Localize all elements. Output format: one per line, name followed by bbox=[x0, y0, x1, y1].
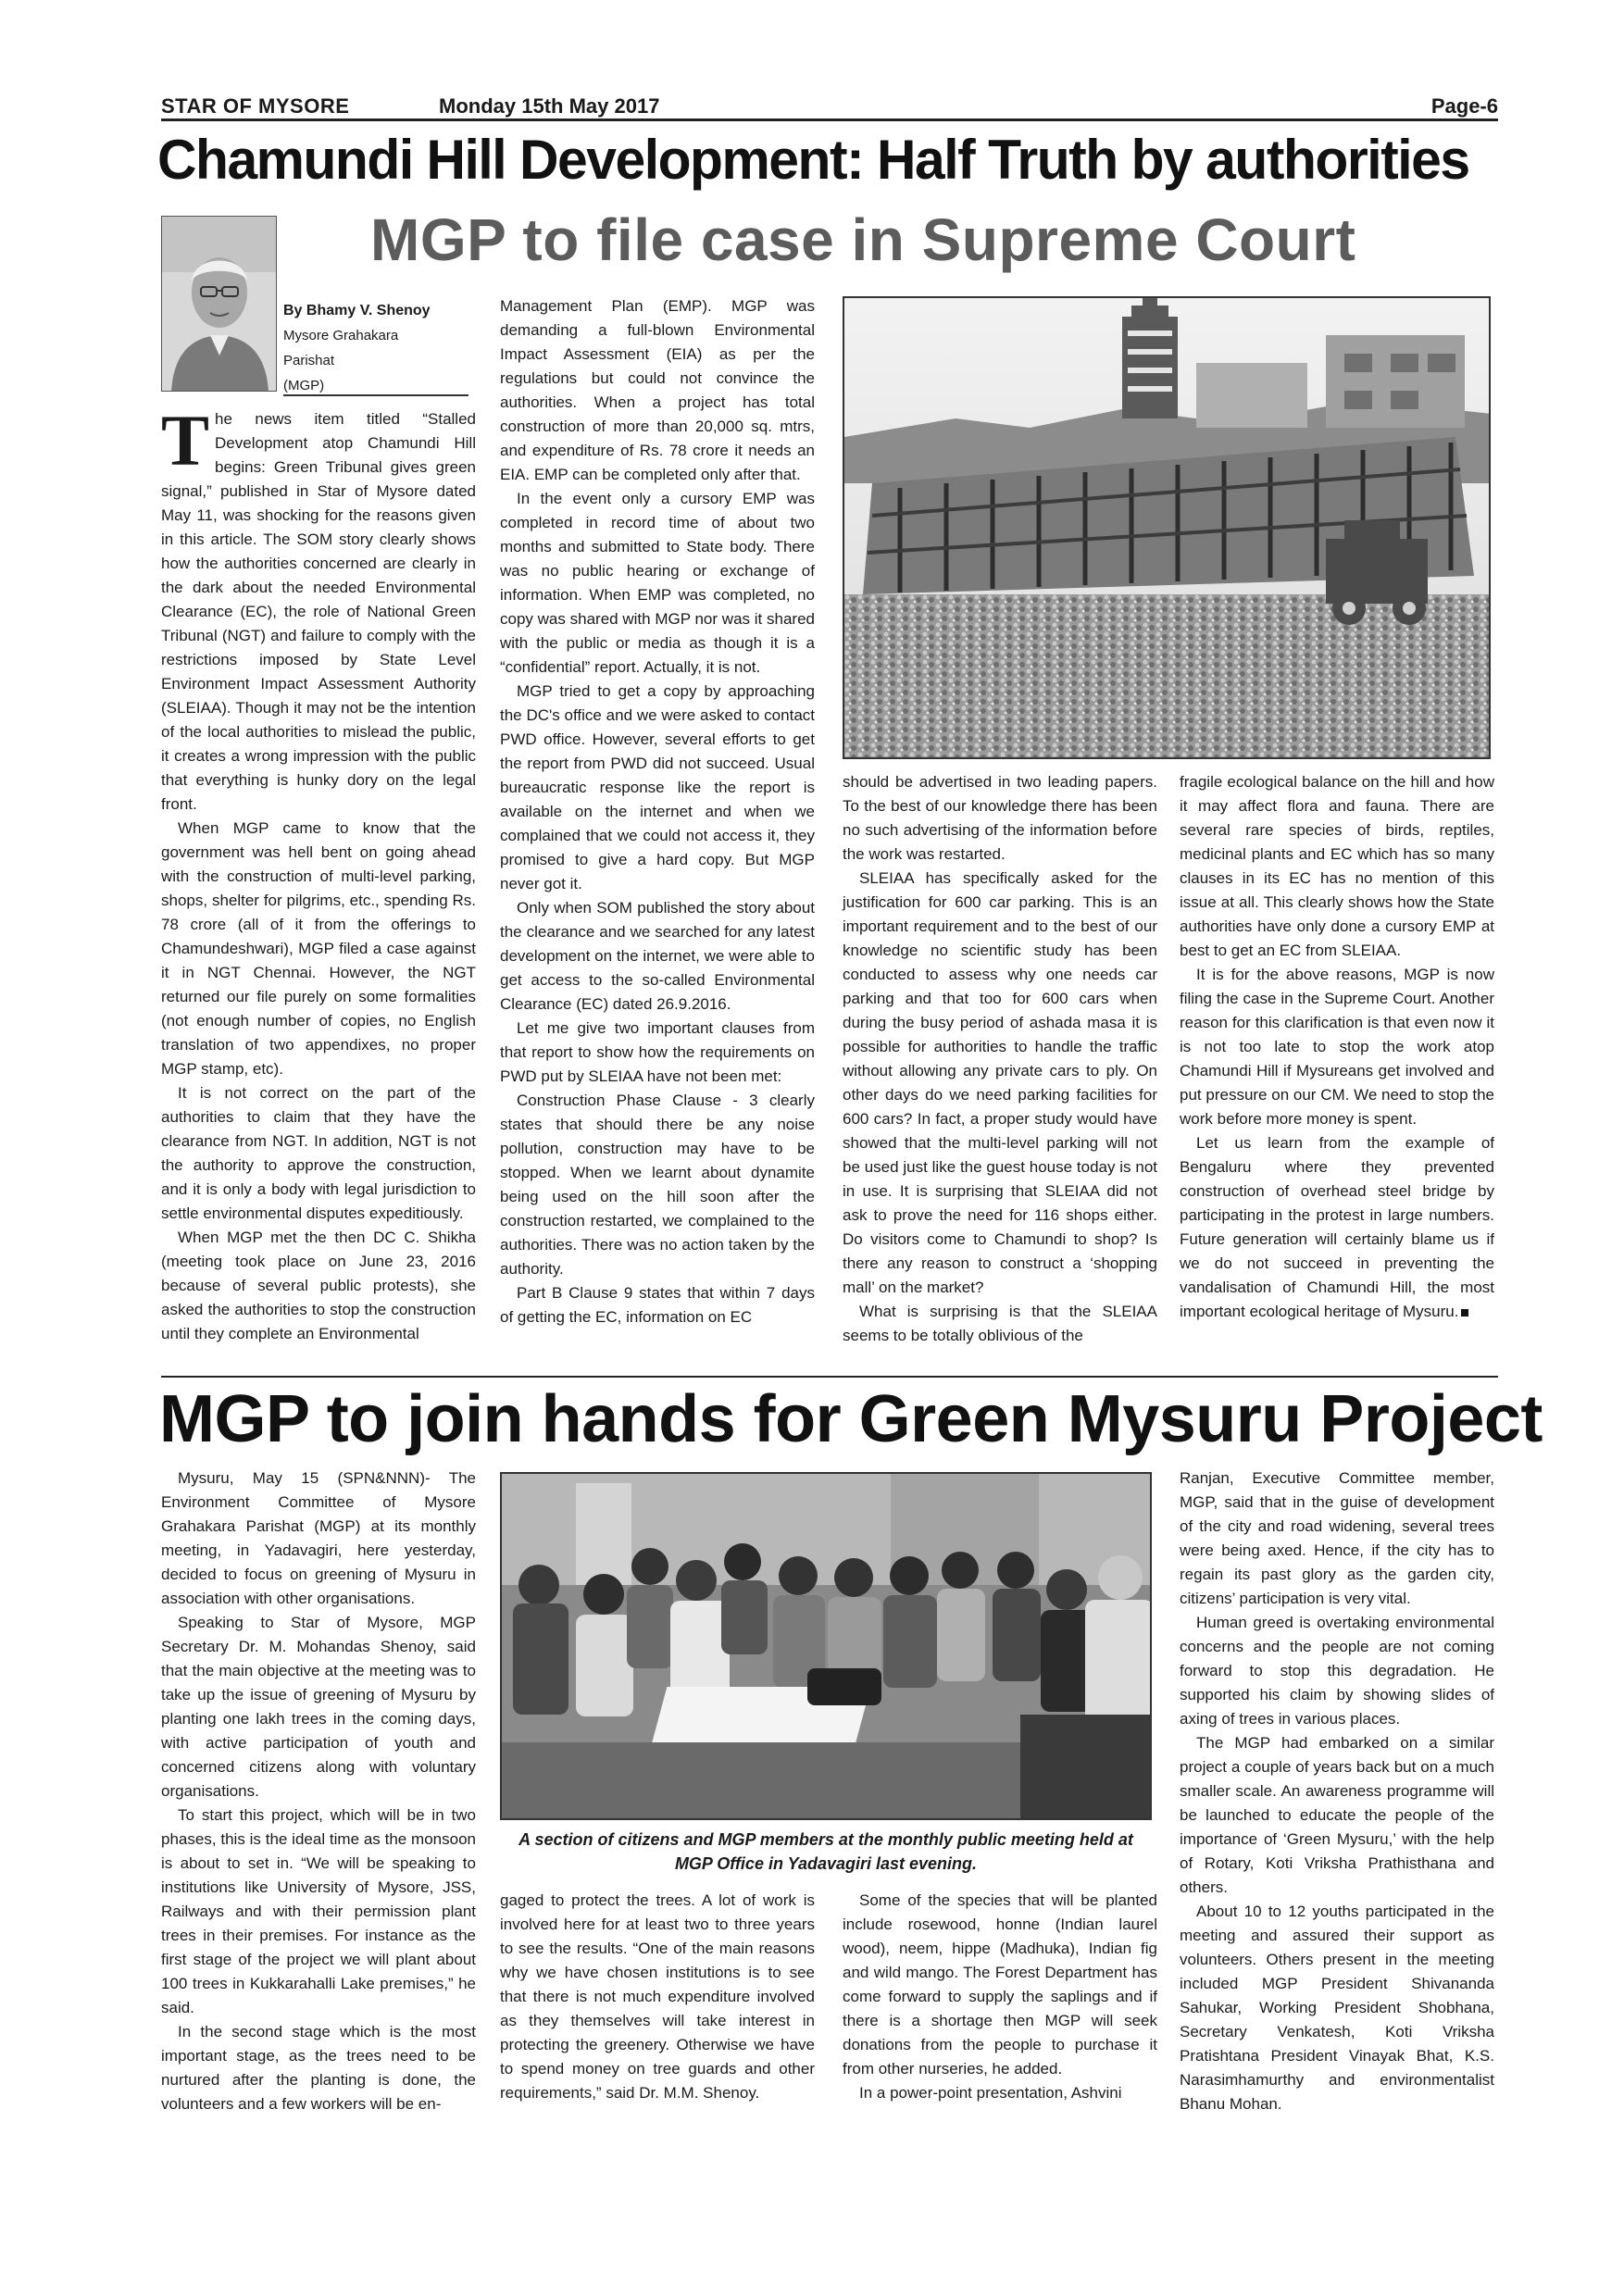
paragraph: Some of the species that will be planted include rosewood, honne (Indian laurel wood), neem, hippe (Madhuka), Indian fig and wild mango. The Forest Department has come forward to supply the saplings and if there is a shortage then MGP will seek donations from the people to purchase it from other nurseries, he added. bbox=[843, 1891, 1157, 2078]
masthead-rule bbox=[161, 119, 1498, 121]
article1-column-1 bbox=[161, 400, 476, 1346]
paper-name: STAR OF MYSORE bbox=[161, 94, 350, 118]
paragraph: To start this project, which will be in two phases, this is the ideal time as the monsoon is about to set in. “We will be speaking to institutions like University of Mysore, JSS, Railways and with their permission plant trees in their premises. For instance as the first stage of the project we will plant about 100 trees in Kukkarahalli Lake premises,” he said. bbox=[161, 1806, 476, 2016]
paragraph: When MGP came to know that the government was hell bent on going ahead with the construction of multi-level parking, shops, shelter for pilgrims, etc., spending Rs. 78 crore (all of it from the offerings to Chamundeshwari), MGP filed a case against it in NGT Chennai. However, the NGT returned our file purely on some formalities (not enough number of copies, no English translation of two appendixes, no proper MGP stamp, etc). bbox=[161, 819, 476, 1078]
article2-column-4 bbox=[1180, 1466, 1494, 2116]
article1-headline: Chamundi Hill Development: Half Truth by authorities bbox=[157, 129, 1469, 191]
construction-site-image bbox=[844, 298, 1491, 759]
paragraph: gaged to protect the trees. A lot of work is involved here for at least two to three years to see the results. “One of the main reasons why we have chosen institutions is to see that there is not much expenditure involved as they themselves will take interest in protecting the greenery. Otherwise we have to spend money on tree guards and other requirements,” said Dr. M.M. Shenoy. bbox=[500, 1891, 815, 2102]
paragraph: The MGP had embarked on a similar project a couple of years back but on a much smaller scale. An awareness programme will be launched to educate the people of the importance of ‘Green Mysuru,’ with the help of Rotary, Koti Vriksha Prathisthana and others. bbox=[1180, 1734, 1494, 1896]
construction-photo bbox=[843, 296, 1491, 759]
paragraph bbox=[1180, 1131, 1494, 1324]
page-number: Page-6 bbox=[1430, 94, 1498, 118]
paragraph: It is not correct on the part of the authorities to claim that they have the clearance from NGT. In addition, NGT is not the authority to approve the construction, and it is only a body with legal jurisdiction to settle environmental disputes expeditiously. bbox=[161, 1084, 476, 1222]
paragraph: Management Plan (EMP). MGP was demanding a full-blown Environmental Impact Assessment (EIA) as per the regulations but could not convince the authorities. When a project has total construction of more than 20,000 sq. mtrs, and expenditure of Rs. 78 crore it needs an EIA. EMP can be completed only after that. bbox=[500, 297, 815, 483]
paragraph: Only when SOM published the story about the clearance and we searched for any latest development on the internet, we were able to get access to the so-called Environmental Clearance (EC) dated 26.9.2016. bbox=[500, 899, 815, 1013]
paragraph: should be advertised in two leading papers. To the best of our knowledge there has been no such advertising of the information before the work was restarted. bbox=[843, 773, 1157, 863]
byline-name: By Bhamy V. Shenoy bbox=[283, 303, 431, 318]
section-divider bbox=[161, 1376, 1498, 1378]
byline bbox=[283, 298, 468, 398]
meeting-photo bbox=[500, 1472, 1152, 1820]
drop-cap: T bbox=[161, 400, 210, 480]
paragraph: Ranjan, Executive Committee member, MGP, said that in the guise of development of the city and road widening, several trees were being axed. Hence, if the city has to regain its past glory as the garden city, citizens’ participation is very vital. bbox=[1180, 1469, 1494, 1607]
paragraph bbox=[161, 400, 476, 817]
paragraph-text: he news item titled “Stalled Development atop Chamundi Hill begins: Green Tribunal gives green signal,” published in Star of Mysore dated May 11, was shocking for the reasons given in this article. The SOM story clearly shows how the authorities concerned are clearly in the dark about the needed Environmental Clearance (EC), the role of National Green Tribunal (NGT) and failure to comply with the restrictions imposed by State Level Environment Impact Assessment Authority (SLEIAA). Though it may not be the intention of the local authorities to mislead the public, it creates a wrong impression with the public that everything is hunky dory on the legal front. bbox=[161, 410, 476, 813]
paragraph: Construction Phase Clause - 3 clearly states that should there be any noise pollution, construction may have to be stopped. When we learnt about dynamite being used on the hill soon after the construction restarted, we complained to the authorities. There was no action taken by the authority. bbox=[500, 1092, 815, 1278]
article2-headline: MGP to join hands for Green Mysuru Project bbox=[159, 1382, 1543, 1456]
author-portrait-image bbox=[162, 217, 277, 392]
article1-column-2 bbox=[500, 294, 815, 1329]
meeting-group-image bbox=[502, 1474, 1152, 1820]
paragraph: SLEIAA has specifically asked for the justification for 600 car parking. This is an important requirement and to the best of our knowledge no scientific study has been conducted to assess why one needs car parking and that too for 600 cars when during the busy period of ashada masa it is possible for authorities to handle the traffic without allowing any private cars to ply. On other days do we need parking facilities for 600 cars? In fact, a proper study would have showed that the multi-level parking will not be used just like the guest house today is not in use. It is surprising that SLEIAA did not ask to prove the need for 116 shops either. Do visitors come to Chamundi to shop? Is there any reason to construct a ‘shopping mall’ on the market? bbox=[843, 869, 1157, 1296]
paragraph: MGP tried to get a copy by approaching the DC's office and we were asked to contact PWD office. However, several efforts to get the report from PWD did not succeed. Usual bureaucratic response like the report is available on the internet and when we complained that we could not access it, they promised to give a hard copy. But MGP never got it. bbox=[500, 682, 815, 892]
article1-subheadline: MGP to file case in Supreme Court bbox=[370, 206, 1356, 273]
paragraph: Part B Clause 9 states that within 7 days of getting the EC, information on EC bbox=[500, 1284, 815, 1326]
paragraph: Mysuru, May 15 (SPN&NNN)- The Environment Committee of Mysore Grahakara Parishat (MGP) at its monthly meeting, in Yadavagiri, here yesterday, decided to focus on greening of Mysuru in association with other organisations. bbox=[161, 1469, 476, 1607]
article2-column-1 bbox=[161, 1466, 476, 2116]
byline-org: (MGP) bbox=[283, 378, 325, 393]
paragraph: In a power-point presentation, Ashvini bbox=[859, 2084, 1122, 2102]
end-mark bbox=[1461, 1309, 1468, 1316]
paragraph: What is surprising is that the SLEIAA seems to be totally oblivious of the bbox=[843, 1303, 1157, 1344]
paragraph: Let me give two important clauses from that report to show how the requirements on PWD put by SLEIAA have not been met: bbox=[500, 1019, 815, 1085]
byline-org: Mysore Grahakara bbox=[283, 328, 399, 343]
article1-column-4 bbox=[1180, 770, 1494, 1324]
paragraph: Human greed is overtaking environmental concerns and the people are not coming forward to stop this degradation. He supported his claim by showing slides of axing of trees in various places. bbox=[1180, 1614, 1494, 1728]
issue-date: Monday 15th May 2017 bbox=[439, 94, 660, 118]
byline-rule bbox=[283, 394, 468, 396]
paragraph: fragile ecological balance on the hill and how it may affect flora and fauna. There are several rare species of birds, reptiles, medicinal plants and EC which has so many clauses in its EC has no mention of this issue at all. This clearly shows how the State authorities have only done a cursory EMP at best to get an EC from SLEIAA. bbox=[1180, 773, 1494, 959]
byline-org: Parishat bbox=[283, 353, 335, 368]
article1-column-3 bbox=[843, 770, 1157, 1348]
paragraph-text: Let us learn from the example of Bengaluru where they prevented construction of overhead steel bridge by participating in the protest in large numbers. Future generation will certainly blame us if we do not succeed in preventing the vandalisation of Chamundi Hill, the most important ecological heritage of Mysuru. bbox=[1180, 1134, 1494, 1320]
paragraph: Speaking to Star of Mysore, MGP Secretary Dr. M. Mohandas Shenoy, said that the main objective at the meeting was to take up the issue of greening of Mysuru by planting one lakh trees in the coming days, with active participation of youth and concerned citizens along with voluntary organisations. bbox=[161, 1614, 476, 1800]
masthead bbox=[161, 93, 1498, 120]
article2-column-2 bbox=[500, 1889, 815, 2105]
paragraph: It is for the above reasons, MGP is now filing the case in the Supreme Court. Another reason for this clarification is that even now it is not too late to stop the work atop Chamundi Hill if Mysureans get involved and put pressure on our CM. We need to stop the work before more money is spent. bbox=[1180, 966, 1494, 1128]
article2-column-3 bbox=[843, 1889, 1157, 2105]
author-photo bbox=[161, 216, 277, 392]
paragraph: In the second stage which is the most important stage, as the trees need to be nurtured after the planting is done, the volunteers and a few workers will be en- bbox=[161, 2023, 476, 2113]
photo-caption: A section of citizens and MGP members at the monthly public meeting held at MGP Office in Yadavagiri last evening. bbox=[518, 1830, 1133, 1873]
paragraph: In the event only a cursory EMP was completed in record time of about two months and submitted to State body. There was no public hearing or exchange of information. When EMP was completed, no copy was shared with MGP nor was it shared with the public or media as though it is a “confidential” report. Actually, it is not. bbox=[500, 490, 815, 676]
paragraph: When MGP met the then DC C. Shikha (meeting took place on June 23, 2016 because of several public protests), she asked the authorities to stop the construction until they complete an Environmental bbox=[161, 1229, 476, 1342]
paragraph: About 10 to 12 youths participated in the meeting and assured their support as volunteers. Others present in the meeting included MGP President Shivananda Sahukar, Working President Shobhana, Secretary Venkatesh, Koti Vriksha Pratishtana President Vinayak Bhat, K.S. Narasimhamurthy and environmentalist Bhanu Mohan. bbox=[1180, 1903, 1494, 2113]
